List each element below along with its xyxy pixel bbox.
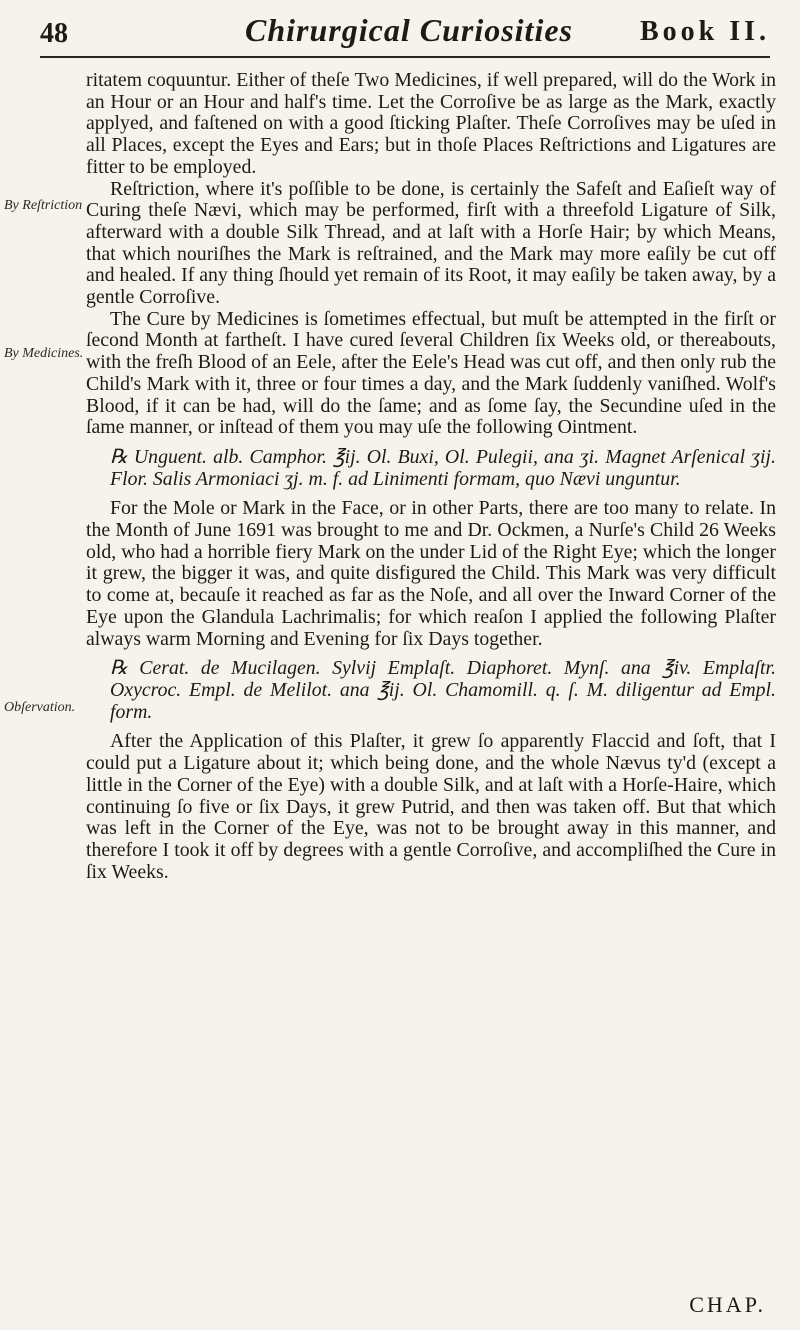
- margin-note-observation: Obſervation.: [4, 700, 76, 715]
- paragraph-observation: For the Mole or Mark in the Face, or in other Parts, there are too many to relate. In the Month of June 1691 was brought to me and Dr. Ockmen, a Nurſe's Child 26 Weeks old, who had a horrible fiery Mark on the under Lid of the Right Eye; which the longer it grew, the bigger it was, and quite disfigured the Child. This Mark was very difficult to come at, becauſe it reached as far as the Noſe, and all over the Inward Corner of the Eye upon the Glandula Lachrimalis; for which reaſon I applied the following Plaſter always warm Morning and Evening for ſix Days together.: [86, 497, 776, 650]
- book-signature: Book II.: [639, 16, 770, 47]
- paragraph-ligature-cure: After the Application of this Plaſter, it grew ſo apparently Flaccid and ſoft, that I could put a Ligature about it; which being done, and the whole Nævus ty'd (except a little in the Corner of the Eye) with a double Silk, and at laſt with a Horſe-Haire, which continuing ſo five or ſix Days, it grew Putrid, and then was taken off. But that which was left in the Corner of the Eye, was not to be brought away in this manner, and therefore I took it off by degrees with a gentle Corroſive, and accompliſhed the Cure in ſix Weeks.: [86, 730, 776, 883]
- margin-note-medicines: By Medicines.: [4, 346, 84, 361]
- recipe-ointment: ℞ Unguent. alb. Camphor. ℥ij. Ol. Buxi, Ol. Pulegii, ana ʒi. Magnet Arſenical ʒij. Flor. Salis Armoniaci ʒj. m. f. ad Linimenti formam, quo Nævi unguntur.: [110, 445, 776, 490]
- running-title: Chirurgical Curiosities: [245, 12, 573, 48]
- body-text: [86, 70, 776, 883]
- paragraph-corrosives: ritatem coquuntur. Either of theſe Two Medicines, if well prepared, will do the Work in an Hour or an Hour and half's time. Let the Corroſive be as large as the Mark, exactly applyed, and faſtened on with a good ſticking Plaſter. Theſe Corroſives may be uſed in all Places, except the Eyes and Ears; but in thoſe Places Reſtrictions and Ligatures are fitter to be employed.: [86, 69, 776, 178]
- page-number: 48: [40, 18, 68, 49]
- paragraph-restriction: Reſtriction, where it's poſſible to be done, is certainly the Safeſt and Eaſieſt way of Curing theſe Nævi, which may be performed, firſt with a threefold Ligature of Silk, afterward with a double Silk Thread, and at laſt with a Horſe Hair; by which Means, that which nouriſhes the Mark is reſtrained, and the Mark may more eaſily be cut off and healed. If any thing ſhould yet remain of its Root, it may eaſily be taken away, by a gentle Corroſive.: [86, 177, 776, 309]
- catchword: CHAP.: [689, 1292, 766, 1317]
- page-header: [40, 8, 770, 58]
- recipe-plaster: ℞ Cerat. de Mucilagen. Sylvij Emplaſt. Diaphoret. Mynſ. ana ℥iv. Emplaſtr. Oxycroc. Empl. de Melilot. ana ℥ij. Ol. Chamomill. q. ſ. M. diligentur ad Empl. form.: [110, 657, 776, 723]
- paragraph-medicines: The Cure by Medicines is ſometimes effectual, but muſt be attempted in the firſt or ſecond Month at fartheſt. I have cured ſeveral Children ſix Weeks old, or thereabouts, with the freſh Blood of an Eele, after the Eele's Head was cut off, and then only rub the Child's Mark with it, three or four times a day, and the Mark ſuddenly vaniſhed. Wolf's Blood, if it can be had, will do the ſame; and as ſome ſay, the Secundine uſed in the ſame manner, or inſtead of them you may uſe the following Ointment.: [86, 307, 776, 439]
- margin-note-restriction: By Reſtriction: [4, 198, 83, 213]
